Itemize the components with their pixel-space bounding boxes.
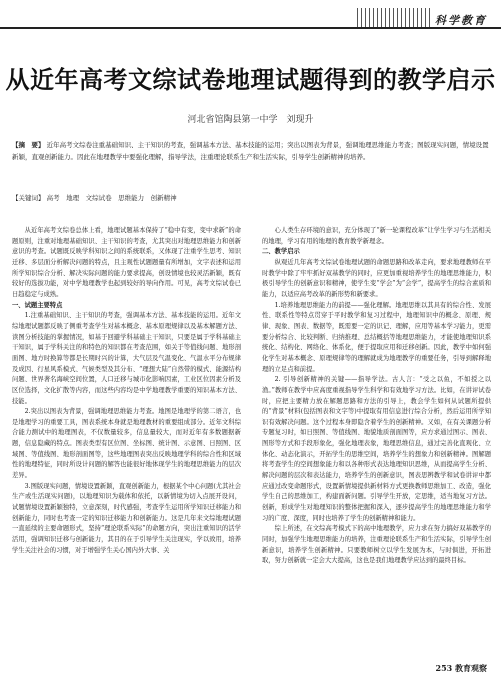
abstract-text: 近年高考文综卷注重基础知识、主干知识的考查，强调基本方法、基本技能的运用；突出以图表为背景，强调地理思维能力考查；图版现实问题，情境设置新颖，直观创新能力。因此在地理教学中要强化理解，指导学法，注重理论联系生产和生活实际，引导学生创新精神的培养。	[12, 141, 489, 161]
body-paragraph: 综上所述，在文综高考模式下的高中地理教学，应力求在努力搞好双基教学的同时，加强学生地理思维能力的培养，注重理论联系生产和生活实际，引导学生创新意识，培养学生创新精神。只要教师树立以学生发展为本，与时俱进，开拓进取，努力创新就一定会大大提高，这也是我们地理教学应达到的最终目标。	[262, 525, 491, 565]
abstract	[12, 140, 490, 163]
abstract-label: 【摘 要】	[12, 141, 45, 149]
body-paragraph: 心人类生存环境的意识，充分体现了“新一轮课程改革”让学生学习与生活相关的地理，学习有用的地理的教育教学新理念。	[262, 227, 491, 245]
article-title: 从近年高考文综试卷地理试题得到的教学启示	[5, 66, 496, 94]
header-stripe-decoration	[357, 8, 432, 28]
body-paragraph: 2.突出以图表为背景，强调地理思维能力考查。地图是地理学的第二语言，也是地理学习的重要工具，图表系统本身就是地理教材的重要组成部分。近年文科综合能力测试中的地理图表，不仅数量较多，信息量较大，而对近年有多数题据新题，信息隐藏的特点。图表类型有区位图、坐标图、统计图、示意图、日照图、区域图、等值线图、地形剖面图等，这些地理图表突出反映地理学科的综合性和区域性的地理特征，同时所设计问题的解答也能很好地体现学生的地理思维能力的层次差异。	[12, 408, 241, 480]
body-paragraph: 3.图版现实问题，情境设置新颖，直观创新能力，根据某个中心问题(尤其社会生产或生活现实问题)，以地理知识为载体和依托，以新情境为切入点展开设问，试题情境设置新颖独特，立意深刻，时代感强，考查学生运用所学知识迁移能力和创新能力，同时也考查一定的知识迁移能力和创新能力。这是几年来文综地理试题一直延续的主要命题形式，坚持“理论联系实际”的命题方向，突出注重知识的活学活用，强调知识迁移与创新能力，其目的在于引导学生关注现实，学以致用，培养学生关注社会的习惯，对于增强学生关心国内外大事、关	[12, 482, 241, 554]
section-heading: 二、教学启示	[262, 248, 300, 256]
page-footer: 253 教育观察	[435, 663, 487, 673]
header-rule	[0, 27, 501, 29]
body-paragraph: 纵观近几年高考文综试卷地理试题的命题思路和改革走向，要求地理教师在平时教学中除了牢牢抓好双基教学的同时，应更加重视培养学生的地理思维能力，积极引导学生的创新意识和精神，使学生变“学会”为“会学”，提高学生的综合素质和能力，以适应高考改革的新形势和新要求。	[262, 258, 491, 298]
article-author: 河北省馆陶县第一中学 刘现升	[187, 115, 314, 125]
keywords-label: 【关键词】	[12, 194, 45, 202]
section-heading: 一、试题主要特点	[12, 301, 63, 309]
section-label: 科学教育	[435, 14, 487, 27]
body-paragraph: 1.注重基础知识、主干知识的考查，强调基本方法、基本技能的运用。近年文综地理试题都反映了侧重考查学生对基本概念、基本原理规律以及基本解题方法、读图分析技能的掌握情况，如基于回避学科基础主干知识，只要是属于学科基础主干知识，属于学科关注的和特色的知识都在考查范围，如关于等值线问题、地形剖面图、地方时换算等都是长期时兴的计算，大气层及气温变化、气温水平分布规律及成因、行星风系模式、气候类型及其分布、“理想大陆”自然带的模式、能源结构问题、世界著名海峡空间位置，人口迁移与城市化影响因素，工业区位因素分析及区位选择，文化扩散等内容，而这些内容均是中学地理教学重要的知识基本方法、技能。	[12, 312, 241, 405]
keywords-text: 高考 地理 文综试卷 思维能力 创新精神	[46, 194, 177, 202]
body-paragraph: 1.培养地理思维能力的前提——强化理解。地理思维以其具有的综合性、发展性、联系性等特点贯穿于平时教学和复习过程中，地理知识中的概念、原理、规律、现象、图表、数据等，既需要一定的识记、理解，应用等基本学习能力，更需要分析综合、比较判断、归纳推理、总结概括等地理思维能力，才能使地理知识系统化、结构化、网络化、体系化，便于提取应用和迁移创新。因此，教学中如何强化学生对基本概念、原理规律等的理解就成为地理教学的重要任务，引导到解释地理的立足点和前提。	[262, 301, 491, 373]
keywords	[12, 193, 490, 203]
journal-header-bar	[0, 0, 501, 30]
body-paragraph: 从近年高考文综卷总体上看，地理试题基本保持了“稳中有变，变中求新”的命题原则，注重对地理基础知识、主干知识的考查，尤其突出对地理思维能力和创新意识的考查。试题既反映学科知识之间的系统联系，又体现了注重学生思考、知识迁移、多层面分析解决问题的特点，且主观性试题题量有所增加，文字表述和运用所学知识综合分析、解决实际问题的能力要求提高，创设情境也较灵活新颖，既有较好的选拔功能，对中学地理教学也起到较好的导向作用。可见，高考文综试卷已日趋稳定与成熟。	[12, 227, 241, 298]
body-paragraph: 2. 引导创新精神的关键——指导学法。古人言：“受之以鱼，不如授之以渔。”教师在教学中应高度重视指导学生科学和有效地学习方法。比如，在讲评试卷时，应把主要精力放在解题思路和方法的引导上，教会学生如何从试题所提供的“背景”材料(包括图表和文字等)中提取有用信息进行综合分析，然后运用所学知识有效解决问题。这个过程本身即隐含着学生的创新精神。又如，在有关课题分析专题复习时，如日照图、等值线图、地貌地质剖面图等，应方求通过图示、图表、图形等方式和手段形象化，强化地理表象，地理思维信息，通过完善化直观化、立体化、动态化演示，开拓学生的思维空间，培养学生的想象力和创新精神。图解题将考查学生的空间想象能力和以各种形式表达地理知识思维，从而提高学生分析、解决问题的层次和表达能力，培养学生的创新意识，图表思辨教学和试卷讲评中都应通过改变命题形式，设置新情境提供新材料方式更换教师思维加工、改造，强化学生自己的思维加工，构建面新问题。引导学生开放，定思维，适当地复习方法。创新，形成学生对地理知识的整体把握和深入，逐步提高学生的地理思维能力和学习的广度、深度，同时也培养了学生的创新精神和能力。	[262, 376, 491, 522]
body-column-right	[262, 226, 491, 567]
body-column-left	[12, 226, 241, 556]
